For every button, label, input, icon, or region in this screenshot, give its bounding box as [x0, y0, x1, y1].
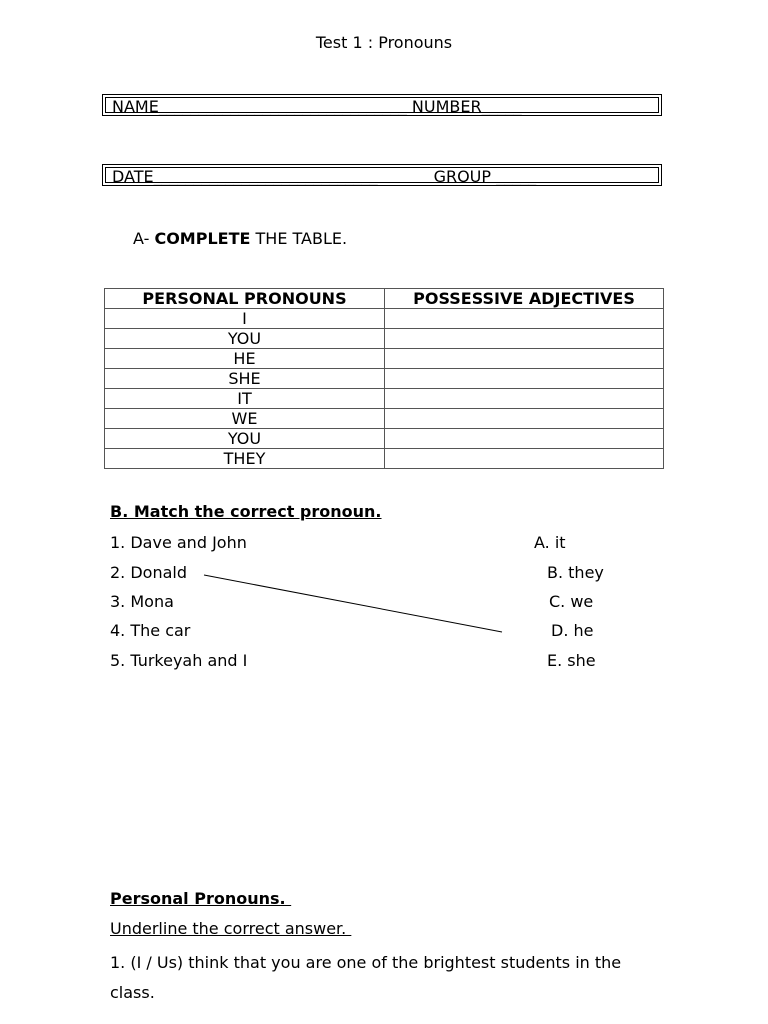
pronoun-cell: IT: [105, 389, 385, 409]
match-left-item: 3. Mona: [110, 592, 174, 611]
underline-instruction: Underline the correct answer.: [110, 919, 352, 938]
date-group-field[interactable]: DATE____________________________ GROUP _____: [112, 167, 537, 186]
match-right-item: A. it: [534, 533, 566, 552]
question-1: 1. (I / Us) think that you are one of the brightest students in the class.: [110, 953, 622, 1002]
pronoun-cell: SHE: [105, 369, 385, 389]
match-left-item: 2. Donald: [110, 563, 188, 582]
match-right-item: C. we: [549, 592, 594, 611]
pronoun-cell: HE: [105, 349, 385, 369]
page-title: Test 1 : Pronouns: [315, 33, 453, 52]
match-right-item: B. they: [547, 563, 604, 582]
section-a-suffix: THE TABLE.: [250, 229, 348, 248]
match-left-item: 1. Dave and John: [110, 533, 247, 552]
match-left-item: 5. Turkeyah and I: [110, 651, 248, 670]
pronoun-cell: I: [105, 309, 385, 329]
header-personal-pronouns: PERSONAL PRONOUNS: [105, 289, 385, 309]
match-right-item: E. she: [547, 651, 596, 670]
name-number-field[interactable]: NAME_______________________________ NUMBER_____: [112, 97, 522, 116]
pronoun-cell: WE: [105, 409, 385, 429]
header-possessive-adjectives: POSSESSIVE ADJECTIVES: [385, 289, 664, 309]
personal-pronouns-heading: Personal Pronouns.: [110, 889, 292, 908]
match-line: [204, 575, 502, 632]
match-left-item: 4. The car: [110, 621, 191, 640]
pronoun-cell: THEY: [105, 449, 385, 469]
section-a-prefix: A-: [133, 229, 155, 248]
pronoun-cell: YOU: [105, 329, 385, 349]
section-a-bold: COMPLETE: [154, 229, 251, 248]
pronoun-cell: YOU: [105, 429, 385, 449]
match-right-item: D. he: [551, 621, 594, 640]
section-b-heading: B. Match the correct pronoun.: [110, 502, 382, 521]
